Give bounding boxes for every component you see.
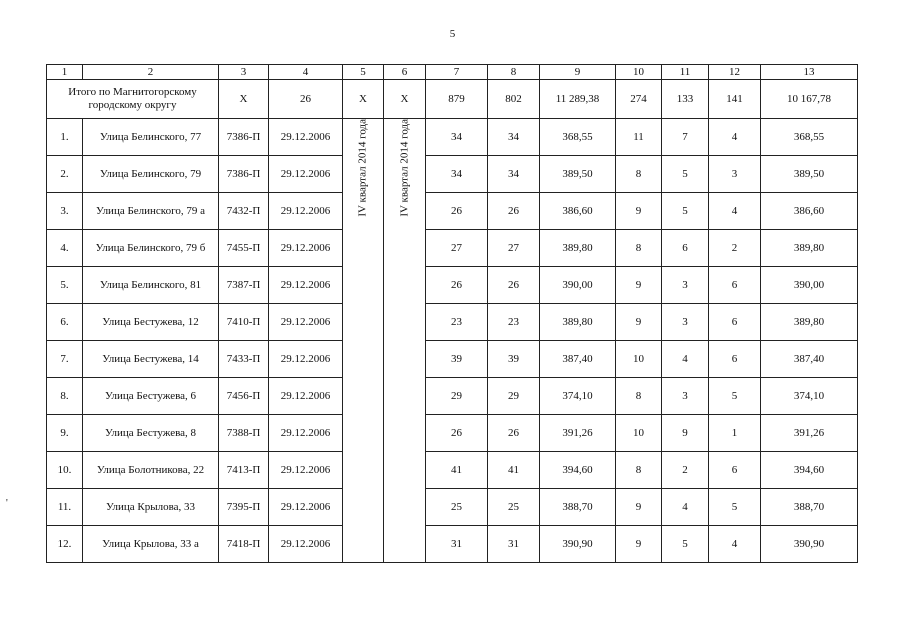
table-row <box>47 341 858 378</box>
document-date: 29.12.2006 <box>269 378 343 415</box>
table-row <box>47 489 858 526</box>
value-col10: 8 <box>616 452 662 489</box>
total-cell: 141 <box>709 80 761 119</box>
table-row <box>47 415 858 452</box>
document-date: 29.12.2006 <box>269 193 343 230</box>
merged-period-col5 <box>343 119 384 563</box>
document-number: 7432-П <box>219 193 269 230</box>
address: Улица Крылова, 33 а <box>83 526 219 563</box>
value-col11: 6 <box>662 230 709 267</box>
document-number: 7386-П <box>219 119 269 156</box>
document-date: 29.12.2006 <box>269 341 343 378</box>
value-col7: 41 <box>426 452 488 489</box>
row-number: 7. <box>47 341 83 378</box>
document-date: 29.12.2006 <box>269 230 343 267</box>
document-date: 29.12.2006 <box>269 526 343 563</box>
value-col7: 39 <box>426 341 488 378</box>
table-row <box>47 230 858 267</box>
header-cell: 1 <box>47 65 83 80</box>
value-col8: 41 <box>488 452 540 489</box>
merged-period-col6 <box>384 119 426 563</box>
row-number: 6. <box>47 304 83 341</box>
value-col10: 9 <box>616 526 662 563</box>
value-col12: 5 <box>709 489 761 526</box>
value-col9: 391,26 <box>540 415 616 452</box>
value-col10: 8 <box>616 156 662 193</box>
document-number: 7418-П <box>219 526 269 563</box>
row-number: 3. <box>47 193 83 230</box>
total-label: Итого по Магнитогорскому городскому округу <box>47 80 219 119</box>
value-col7: 26 <box>426 267 488 304</box>
value-col10: 10 <box>616 341 662 378</box>
value-col11: 5 <box>662 193 709 230</box>
header-cell: 12 <box>709 65 761 80</box>
table-row <box>47 526 858 563</box>
total-cell: Х <box>219 80 269 119</box>
address: Улица Белинского, 79 <box>83 156 219 193</box>
document-number: 7433-П <box>219 341 269 378</box>
header-cell: 4 <box>269 65 343 80</box>
value-col13: 387,40 <box>761 341 858 378</box>
document-date: 29.12.2006 <box>269 415 343 452</box>
data-table <box>46 64 858 563</box>
document-number: 7410-П <box>219 304 269 341</box>
page-number: 5 <box>449 28 456 40</box>
address: Улица Бестужева, 8 <box>83 415 219 452</box>
value-col13: 389,50 <box>761 156 858 193</box>
value-col7: 26 <box>426 415 488 452</box>
value-col12: 1 <box>709 415 761 452</box>
value-col12: 3 <box>709 156 761 193</box>
value-col12: 4 <box>709 119 761 156</box>
value-col10: 9 <box>616 489 662 526</box>
value-col7: 34 <box>426 156 488 193</box>
row-number: 5. <box>47 267 83 304</box>
table-row <box>47 119 858 156</box>
value-col13: 390,00 <box>761 267 858 304</box>
value-col11: 2 <box>662 452 709 489</box>
header-cell: 9 <box>540 65 616 80</box>
total-cell: Х <box>343 80 384 119</box>
stray-mark: ' <box>6 498 8 509</box>
value-col8: 27 <box>488 230 540 267</box>
value-col9: 386,60 <box>540 193 616 230</box>
total-cell: 133 <box>662 80 709 119</box>
table-row <box>47 452 858 489</box>
total-row <box>47 80 858 119</box>
value-col7: 26 <box>426 193 488 230</box>
value-col11: 3 <box>662 304 709 341</box>
row-number: 11. <box>47 489 83 526</box>
document-number: 7456-П <box>219 378 269 415</box>
total-cell: 11 289,38 <box>540 80 616 119</box>
value-col10: 8 <box>616 230 662 267</box>
table-row <box>47 378 858 415</box>
value-col10: 9 <box>616 193 662 230</box>
header-cell: 13 <box>761 65 858 80</box>
value-col9: 368,55 <box>540 119 616 156</box>
row-number: 1. <box>47 119 83 156</box>
value-col9: 394,60 <box>540 452 616 489</box>
period-label: IV квартал 2014 года <box>398 119 410 217</box>
value-col11: 4 <box>662 341 709 378</box>
value-col13: 388,70 <box>761 489 858 526</box>
header-cell: 3 <box>219 65 269 80</box>
header-cell: 8 <box>488 65 540 80</box>
value-col13: 389,80 <box>761 304 858 341</box>
value-col11: 5 <box>662 156 709 193</box>
value-col8: 26 <box>488 193 540 230</box>
value-col13: 386,60 <box>761 193 858 230</box>
value-col12: 4 <box>709 526 761 563</box>
document-date: 29.12.2006 <box>269 452 343 489</box>
value-col8: 29 <box>488 378 540 415</box>
value-col7: 23 <box>426 304 488 341</box>
value-col9: 374,10 <box>540 378 616 415</box>
table-row <box>47 193 858 230</box>
value-col12: 6 <box>709 452 761 489</box>
value-col8: 23 <box>488 304 540 341</box>
address: Улица Белинского, 81 <box>83 267 219 304</box>
value-col9: 389,50 <box>540 156 616 193</box>
value-col8: 39 <box>488 341 540 378</box>
value-col9: 390,90 <box>540 526 616 563</box>
value-col10: 10 <box>616 415 662 452</box>
table-row <box>47 304 858 341</box>
value-col10: 8 <box>616 378 662 415</box>
value-col7: 27 <box>426 230 488 267</box>
address: Улица Крылова, 33 <box>83 489 219 526</box>
row-number: 8. <box>47 378 83 415</box>
total-cell: 10 167,78 <box>761 80 858 119</box>
value-col13: 394,60 <box>761 452 858 489</box>
row-number: 4. <box>47 230 83 267</box>
address: Улица Белинского, 77 <box>83 119 219 156</box>
value-col11: 3 <box>662 378 709 415</box>
table-row <box>47 156 858 193</box>
value-col11: 3 <box>662 267 709 304</box>
value-col12: 4 <box>709 193 761 230</box>
value-col7: 25 <box>426 489 488 526</box>
total-cell: 879 <box>426 80 488 119</box>
document-number: 7395-П <box>219 489 269 526</box>
address: Улица Бестужева, 12 <box>83 304 219 341</box>
document-number: 7387-П <box>219 267 269 304</box>
header-cell: 11 <box>662 65 709 80</box>
total-cell: 802 <box>488 80 540 119</box>
address: Улица Болотникова, 22 <box>83 452 219 489</box>
table-row <box>47 267 858 304</box>
value-col11: 5 <box>662 526 709 563</box>
value-col13: 368,55 <box>761 119 858 156</box>
value-col8: 26 <box>488 415 540 452</box>
value-col13: 391,26 <box>761 415 858 452</box>
value-col10: 9 <box>616 267 662 304</box>
row-number: 12. <box>47 526 83 563</box>
value-col8: 26 <box>488 267 540 304</box>
value-col9: 388,70 <box>540 489 616 526</box>
period-label: IV квартал 2014 года <box>356 119 369 217</box>
header-cell: 2 <box>83 65 219 80</box>
total-cell: Х <box>384 80 426 119</box>
value-col8: 25 <box>488 489 540 526</box>
header-cell: 10 <box>616 65 662 80</box>
value-col9: 389,80 <box>540 304 616 341</box>
address: Улица Бестужева, 14 <box>83 341 219 378</box>
row-number: 10. <box>47 452 83 489</box>
header-cell: 7 <box>426 65 488 80</box>
document-date: 29.12.2006 <box>269 304 343 341</box>
row-number: 2. <box>47 156 83 193</box>
total-cell: 274 <box>616 80 662 119</box>
value-col9: 389,80 <box>540 230 616 267</box>
value-col9: 387,40 <box>540 341 616 378</box>
document-date: 29.12.2006 <box>269 489 343 526</box>
total-cell: 26 <box>269 80 343 119</box>
value-col12: 5 <box>709 378 761 415</box>
value-col11: 4 <box>662 489 709 526</box>
address: Улица Бестужева, 6 <box>83 378 219 415</box>
value-col10: 9 <box>616 304 662 341</box>
value-col12: 6 <box>709 267 761 304</box>
document-number: 7388-П <box>219 415 269 452</box>
value-col12: 2 <box>709 230 761 267</box>
document-number: 7386-П <box>219 156 269 193</box>
header-cell: 6 <box>384 65 426 80</box>
row-number: 9. <box>47 415 83 452</box>
header-row <box>47 65 858 80</box>
value-col13: 389,80 <box>761 230 858 267</box>
value-col13: 374,10 <box>761 378 858 415</box>
value-col9: 390,00 <box>540 267 616 304</box>
address: Улица Белинского, 79 а <box>83 193 219 230</box>
document-date: 29.12.2006 <box>269 267 343 304</box>
address: Улица Белинского, 79 б <box>83 230 219 267</box>
document-date: 29.12.2006 <box>269 156 343 193</box>
header-cell: 5 <box>343 65 384 80</box>
value-col11: 9 <box>662 415 709 452</box>
document-date: 29.12.2006 <box>269 119 343 156</box>
value-col8: 34 <box>488 156 540 193</box>
value-col12: 6 <box>709 304 761 341</box>
value-col8: 31 <box>488 526 540 563</box>
value-col10: 11 <box>616 119 662 156</box>
value-col12: 6 <box>709 341 761 378</box>
value-col7: 29 <box>426 378 488 415</box>
value-col7: 31 <box>426 526 488 563</box>
document-number: 7413-П <box>219 452 269 489</box>
document-number: 7455-П <box>219 230 269 267</box>
value-col7: 34 <box>426 119 488 156</box>
value-col13: 390,90 <box>761 526 858 563</box>
value-col8: 34 <box>488 119 540 156</box>
value-col11: 7 <box>662 119 709 156</box>
